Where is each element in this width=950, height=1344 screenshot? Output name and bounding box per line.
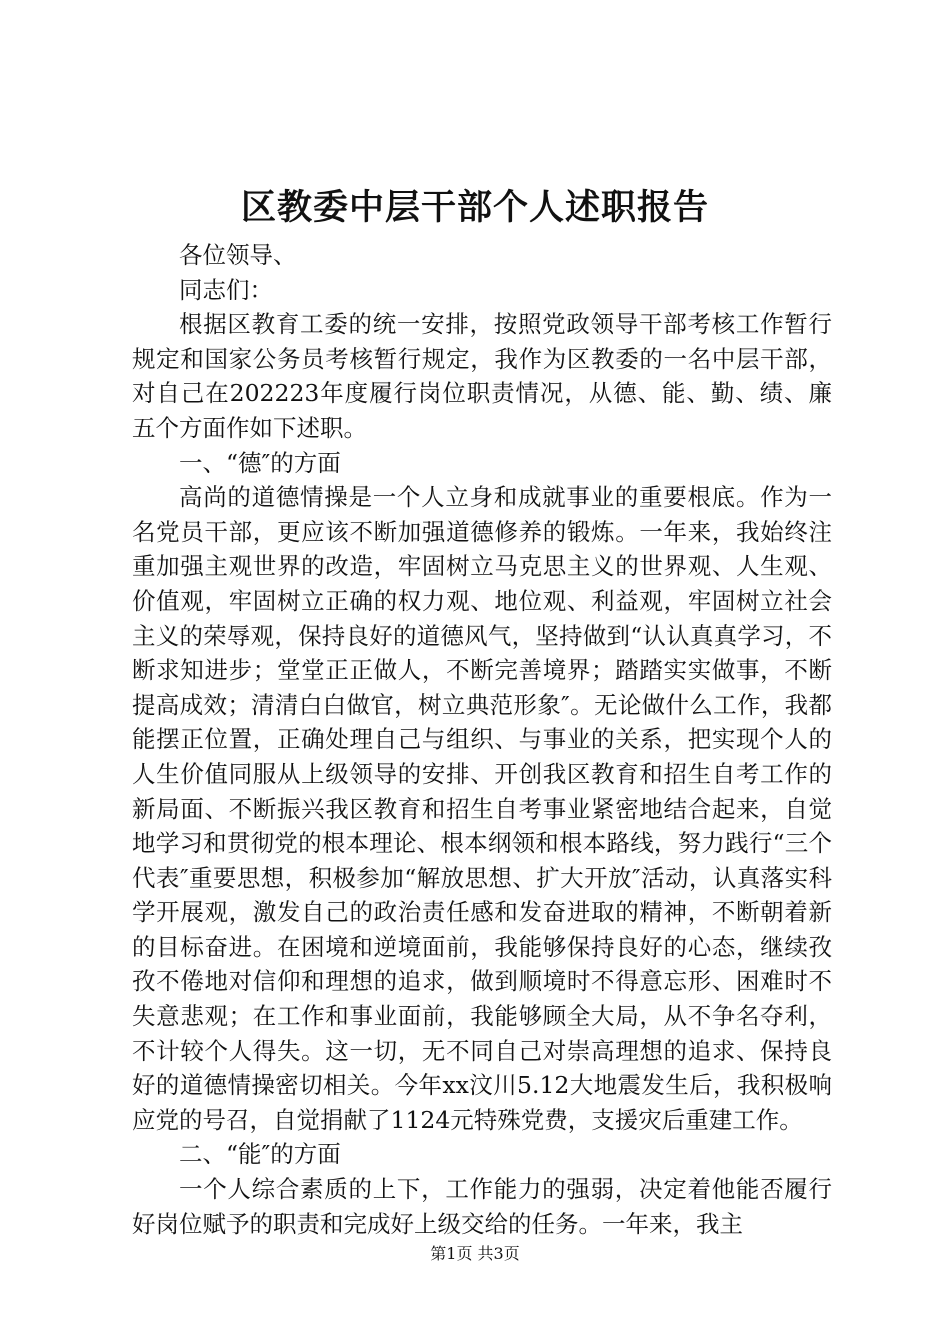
section-heading-virtue: 一、“德″的方面 <box>179 448 341 477</box>
page-number-footer: 第1页 共3页 <box>430 1244 520 1263</box>
document-title: 区教委中层干部个人述职报告 <box>240 187 709 228</box>
salutation-leaders: 各位领导、 <box>179 241 297 269</box>
section-body-ability: 一个人综合素质的上下，工作能力的强弱，决定着他能否履行好岗位赋予的职责和完成好上级交给的任务。一年来，我主 <box>132 1175 832 1238</box>
section-body-virtue: 高尚的道德情操是一个人立身和成就事业的重要根底。作为一名党员干部，更应该不断加强道德修养的锻炼。一年来，我始终注重加强主观世界的改造，牢固树立马克思主义的世界观、人生观、价值观，牢固树立正确的权力观、地位观、利益观，牢固树立社会主义的荣辱观，保持良好的道德风气，坚持做到“认认真真学习，不断求知进步；堂堂正正做人，不断完善境界；踏踏实实做事，不断提高成效；清清白白做官，树立典范形象″。无论做什么工作，我都能摆正位置，正确处理自己与组织、与事业的关系，把实现个人的人生价值同服从上级领导的安排、开创我区教育和招生自考工作的新局面、不断振兴我区教育和招生自考事业紧密地结合起来，自觉地学习和贯彻党的根本理论、根本纲领和根本路线，努力践行“三个代表″重要思想，积极参加“解放思想、扩大开放″活动，认真落实科学开展观，激发自己的政治责任感和发奋进取的精神，不断朝着新的目标奋进。在困境和逆境面前，我能够保持良好的心态，继续孜孜不倦地对信仰和理想的追求，做到顺境时不得意忘形、困难时不失意悲观；在工作和事业面前，我能够顾全大局，从不争名夺利，不计较个人得失。这一切，无不同自己对崇高理想的追求、保持良好的道德情操密切相关。今年xx汶川5.12大地震发生后，我积极响应党的号召，自觉捐献了1124元特殊党费，支援灾后重建工作。 <box>132 483 832 1134</box>
document-body <box>132 238 832 1241</box>
salutation-comrades: 同志们： <box>179 275 273 304</box>
intro-paragraph: 根据区教育工委的统一安排，按照党政领导干部考核工作暂行规定和国家公务员考核暂行规定，我作为区教委的一名中层干部，对自己在202223年度履行岗位职责情况，从德、能、勤、绩、廉五个方面作如下述职。 <box>132 310 832 442</box>
section-heading-ability: 二、“能″的方面 <box>179 1140 341 1169</box>
